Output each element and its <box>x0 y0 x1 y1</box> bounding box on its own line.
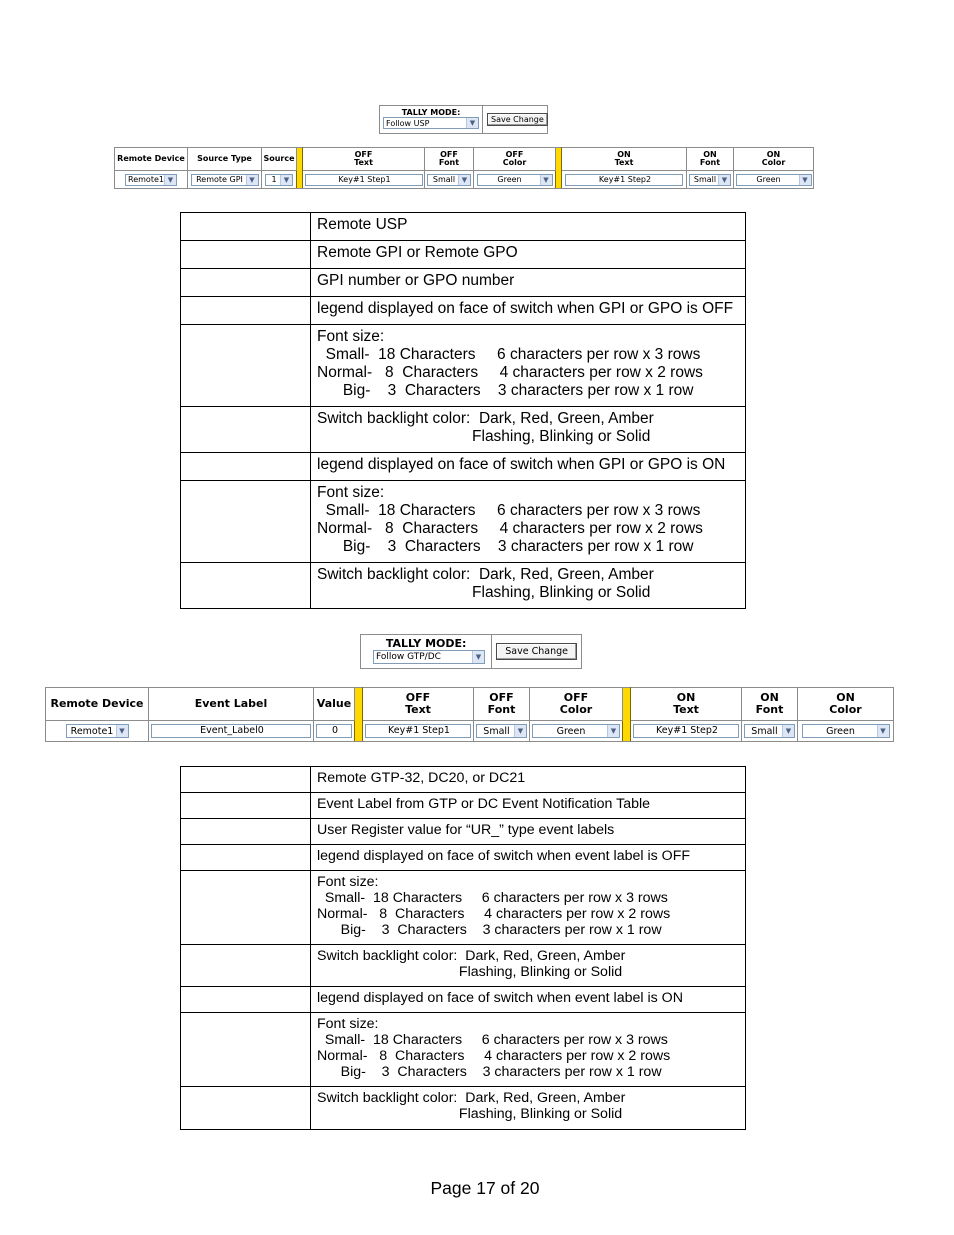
usp-remote-device-value: Remote1 <box>128 175 164 184</box>
gtp-desc-key-cell <box>181 845 311 871</box>
usp-desc-off-font: Font size: Small- 18 Characters 6 characters per row x 3 rows Normal- 8 Characters 4 characters per row x 2 rows Big- 3 Characters 3 characters per row x 1 row <box>311 325 746 407</box>
gtp-remote-device-select[interactable] <box>66 724 129 738</box>
usp-desc-on-font: Font size: Small- 18 Characters 6 characters per row x 3 rows Normal- 8 Characters 4 characters per row x 2 rows Big- 3 Characters 3 characters per row x 1 row <box>311 481 746 563</box>
table-row <box>181 987 746 1013</box>
gtp-desc-value: User Register value for “UR_” type event labels <box>311 819 746 845</box>
gtp-off-font-value: Small <box>483 725 510 737</box>
gtp-on-color-value: Green <box>826 725 855 737</box>
usp-source-select[interactable] <box>265 174 293 186</box>
gtp-desc-off-color: Switch backlight color: Dark, Red, Green, Amber Flashing, Blinking or Solid <box>311 945 746 987</box>
table-row <box>181 481 746 563</box>
gtp-desc-off-text: legend displayed on face of switch when event label is OFF <box>311 845 746 871</box>
usp-on-font-select[interactable] <box>689 174 731 186</box>
usp-desc-off-text: legend displayed on face of switch when GPI or GPO is OFF <box>311 297 746 325</box>
chevron-down-icon: ▼ <box>718 175 730 185</box>
usp-cell-on-color <box>734 171 814 189</box>
page-number: Page 17 of 20 <box>430 1178 540 1198</box>
gtp-desc-key-cell <box>181 945 311 987</box>
usp-desc-key-cell <box>181 297 311 325</box>
usp-on-font-value: Small <box>693 175 717 184</box>
usp-cell-off-text <box>303 171 425 189</box>
usp-desc-key-cell <box>181 563 311 609</box>
usp-cell-remote-device <box>115 171 188 189</box>
usp-off-font-select[interactable] <box>427 174 471 186</box>
usp-desc-off-color: Switch backlight color: Dark, Red, Green, Amber Flashing, Blinking or Solid <box>311 407 746 453</box>
gtp-desc-on-font: Font size: Small- 18 Characters 6 characters per row x 3 rows Normal- 8 Characters 4 characters per row x 2 rows Big- 3 Characters 3 characters per row x 1 row <box>311 1013 746 1087</box>
table-row <box>181 241 746 269</box>
usp-header-remote-device: Remote Device <box>115 148 188 171</box>
usp-source-type-select[interactable] <box>191 174 259 186</box>
usp-on-color-select[interactable] <box>736 174 812 186</box>
table-row <box>181 945 746 987</box>
usp-header-off-text: OFF Text <box>303 148 425 171</box>
chevron-down-icon: ▼ <box>799 175 811 185</box>
chevron-down-icon: ▼ <box>782 725 794 737</box>
usp-save-change-button[interactable]: Save Change <box>487 113 548 126</box>
gtp-tally-mode-group <box>361 635 492 668</box>
gtp-cell-off-font <box>474 721 530 742</box>
usp-config-table <box>114 147 814 189</box>
chevron-down-icon: ▼ <box>458 175 470 185</box>
gtp-cell-off-color <box>530 721 623 742</box>
usp-desc-source: GPI number or GPO number <box>311 269 746 297</box>
usp-desc-remote-device: Remote USP <box>311 213 746 241</box>
gtp-off-color-select[interactable] <box>532 724 620 738</box>
gtp-cell-on-text <box>631 721 742 742</box>
usp-desc-source-type: Remote GPI or Remote GPO <box>311 241 746 269</box>
usp-header-off-color: OFF Color <box>474 148 556 171</box>
usp-source-type-value: Remote GPI <box>196 175 243 184</box>
gtp-value-input[interactable]: 0 <box>316 724 352 738</box>
usp-off-color-value: Green <box>497 175 522 184</box>
usp-tally-mode-select[interactable] <box>383 117 479 129</box>
gtp-off-font-select[interactable] <box>476 724 527 738</box>
gtp-config-table <box>45 687 894 742</box>
usp-header-on-color: ON Color <box>734 148 814 171</box>
usp-desc-on-text: legend displayed on face of switch when GPI or GPO is ON <box>311 453 746 481</box>
chevron-down-icon: ▼ <box>877 725 889 737</box>
usp-tally-mode-panel <box>379 105 548 134</box>
gtp-desc-remote-device: Remote GTP-32, DC20, or DC21 <box>311 767 746 793</box>
table-row <box>181 297 746 325</box>
gtp-desc-key-cell <box>181 793 311 819</box>
usp-cell-off-color <box>474 171 556 189</box>
usp-desc-key-cell <box>181 453 311 481</box>
gtp-desc-key-cell <box>181 1087 311 1130</box>
gtp-save-group <box>492 635 581 668</box>
usp-header-on-font: ON Font <box>687 148 734 171</box>
chevron-down-icon: ▼ <box>466 118 478 128</box>
gtp-desc-on-text: legend displayed on face of switch when event label is ON <box>311 987 746 1013</box>
chevron-down-icon: ▼ <box>472 651 484 663</box>
table-row <box>181 793 746 819</box>
usp-remote-device-select[interactable] <box>125 174 177 186</box>
usp-cell-source-type <box>188 171 262 189</box>
gtp-off-text-input[interactable]: Key#1 Step1 <box>365 724 471 738</box>
usp-save-group <box>483 106 552 133</box>
table-row <box>181 871 746 945</box>
usp-off-text-input[interactable]: Key#1 Step1 <box>305 174 423 186</box>
gtp-desc-off-font: Font size: Small- 18 Characters 6 characters per row x 3 rows Normal- 8 Characters 4 characters per row x 2 rows Big- 3 Characters 3 characters per row x 1 row <box>311 871 746 945</box>
usp-cell-source <box>262 171 297 189</box>
gtp-header-remote-device: Remote Device <box>46 688 149 721</box>
gtp-header-on-font: ON Font <box>742 688 798 721</box>
chevron-down-icon: ▼ <box>607 725 619 737</box>
gtp-tally-mode-value: Follow GTP/DC <box>376 652 441 662</box>
table-row <box>181 1013 746 1087</box>
gtp-desc-event-label: Event Label from GTP or DC Event Notification Table <box>311 793 746 819</box>
usp-description-table <box>180 212 746 609</box>
usp-header-source-type: Source Type <box>188 148 262 171</box>
usp-desc-key-cell <box>181 325 311 407</box>
usp-off-color-select[interactable] <box>477 174 553 186</box>
chevron-down-icon: ▼ <box>540 175 552 185</box>
chevron-down-icon: ▼ <box>116 725 128 737</box>
usp-desc-key-cell <box>181 481 311 563</box>
usp-source-value: 1 <box>271 175 277 184</box>
gtp-desc-key-cell <box>181 871 311 945</box>
usp-cell-off-font <box>425 171 474 189</box>
gtp-cell-on-font <box>742 721 798 742</box>
gtp-header-event-label: Event Label <box>149 688 314 721</box>
table-row <box>181 269 746 297</box>
gtp-header-off-font: OFF Font <box>474 688 530 721</box>
table-row <box>181 819 746 845</box>
usp-header-off-font: OFF Font <box>425 148 474 171</box>
table-row <box>181 453 746 481</box>
gtp-on-font-select[interactable] <box>744 724 795 738</box>
table-row <box>181 1087 746 1130</box>
usp-on-color-value: Green <box>756 175 781 184</box>
usp-cell-on-font <box>687 171 734 189</box>
gtp-desc-key-cell <box>181 1013 311 1087</box>
usp-tally-mode-value: Follow USP <box>386 118 430 128</box>
usp-desc-on-color: Switch backlight color: Dark, Red, Green, Amber Flashing, Blinking or Solid <box>311 563 746 609</box>
chevron-down-icon: ▼ <box>164 175 176 185</box>
gtp-on-divider <box>623 688 631 742</box>
gtp-tally-mode-panel <box>360 634 582 669</box>
table-row <box>181 407 746 453</box>
gtp-desc-key-cell <box>181 819 311 845</box>
gtp-on-font-value: Small <box>751 725 778 737</box>
chevron-down-icon: ▼ <box>246 175 258 185</box>
gtp-desc-key-cell <box>181 987 311 1013</box>
chevron-down-icon: ▼ <box>280 175 292 185</box>
usp-on-text-input[interactable]: Key#1 Step2 <box>565 174 683 186</box>
gtp-cell-remote-device <box>46 721 149 742</box>
chevron-down-icon: ▼ <box>514 725 526 737</box>
gtp-event-label-input[interactable]: Event_Label0 <box>151 724 311 738</box>
usp-desc-key-cell <box>181 407 311 453</box>
gtp-header-on-text: ON Text <box>631 688 742 721</box>
usp-desc-key-cell <box>181 213 311 241</box>
gtp-desc-on-color: Switch backlight color: Dark, Red, Green, Amber Flashing, Blinking or Solid <box>311 1087 746 1130</box>
gtp-cell-event-label <box>149 721 314 742</box>
gtp-header-on-color: ON Color <box>798 688 894 721</box>
gtp-cell-off-text <box>363 721 474 742</box>
table-row <box>181 767 746 793</box>
table-row <box>181 845 746 871</box>
usp-tally-mode-group <box>380 106 483 133</box>
usp-off-font-value: Small <box>432 175 456 184</box>
gtp-cell-on-color <box>798 721 894 742</box>
gtp-off-divider <box>355 688 363 742</box>
gtp-on-color-select[interactable] <box>802 724 890 738</box>
gtp-tally-mode-label: TALLY MODE: <box>385 637 467 650</box>
table-row <box>181 213 746 241</box>
gtp-on-text-input[interactable]: Key#1 Step2 <box>633 724 739 738</box>
gtp-header-off-text: OFF Text <box>363 688 474 721</box>
gtp-save-change-button[interactable]: Save Change <box>496 643 577 660</box>
gtp-tally-mode-select[interactable] <box>373 650 485 664</box>
gtp-description-table <box>180 766 746 1130</box>
table-row <box>181 563 746 609</box>
usp-tally-mode-label: TALLY MODE: <box>401 108 461 117</box>
usp-cell-on-text <box>562 171 687 189</box>
gtp-remote-device-value: Remote1 <box>70 725 114 737</box>
usp-desc-key-cell <box>181 269 311 297</box>
usp-desc-key-cell <box>181 241 311 269</box>
table-row <box>181 325 746 407</box>
gtp-cell-value <box>314 721 355 742</box>
gtp-header-value: Value <box>314 688 355 721</box>
usp-header-on-text: ON Text <box>562 148 687 171</box>
gtp-header-off-color: OFF Color <box>530 688 623 721</box>
gtp-off-color-value: Green <box>556 725 586 737</box>
gtp-desc-key-cell <box>181 767 311 793</box>
usp-header-source: Source <box>262 148 297 171</box>
